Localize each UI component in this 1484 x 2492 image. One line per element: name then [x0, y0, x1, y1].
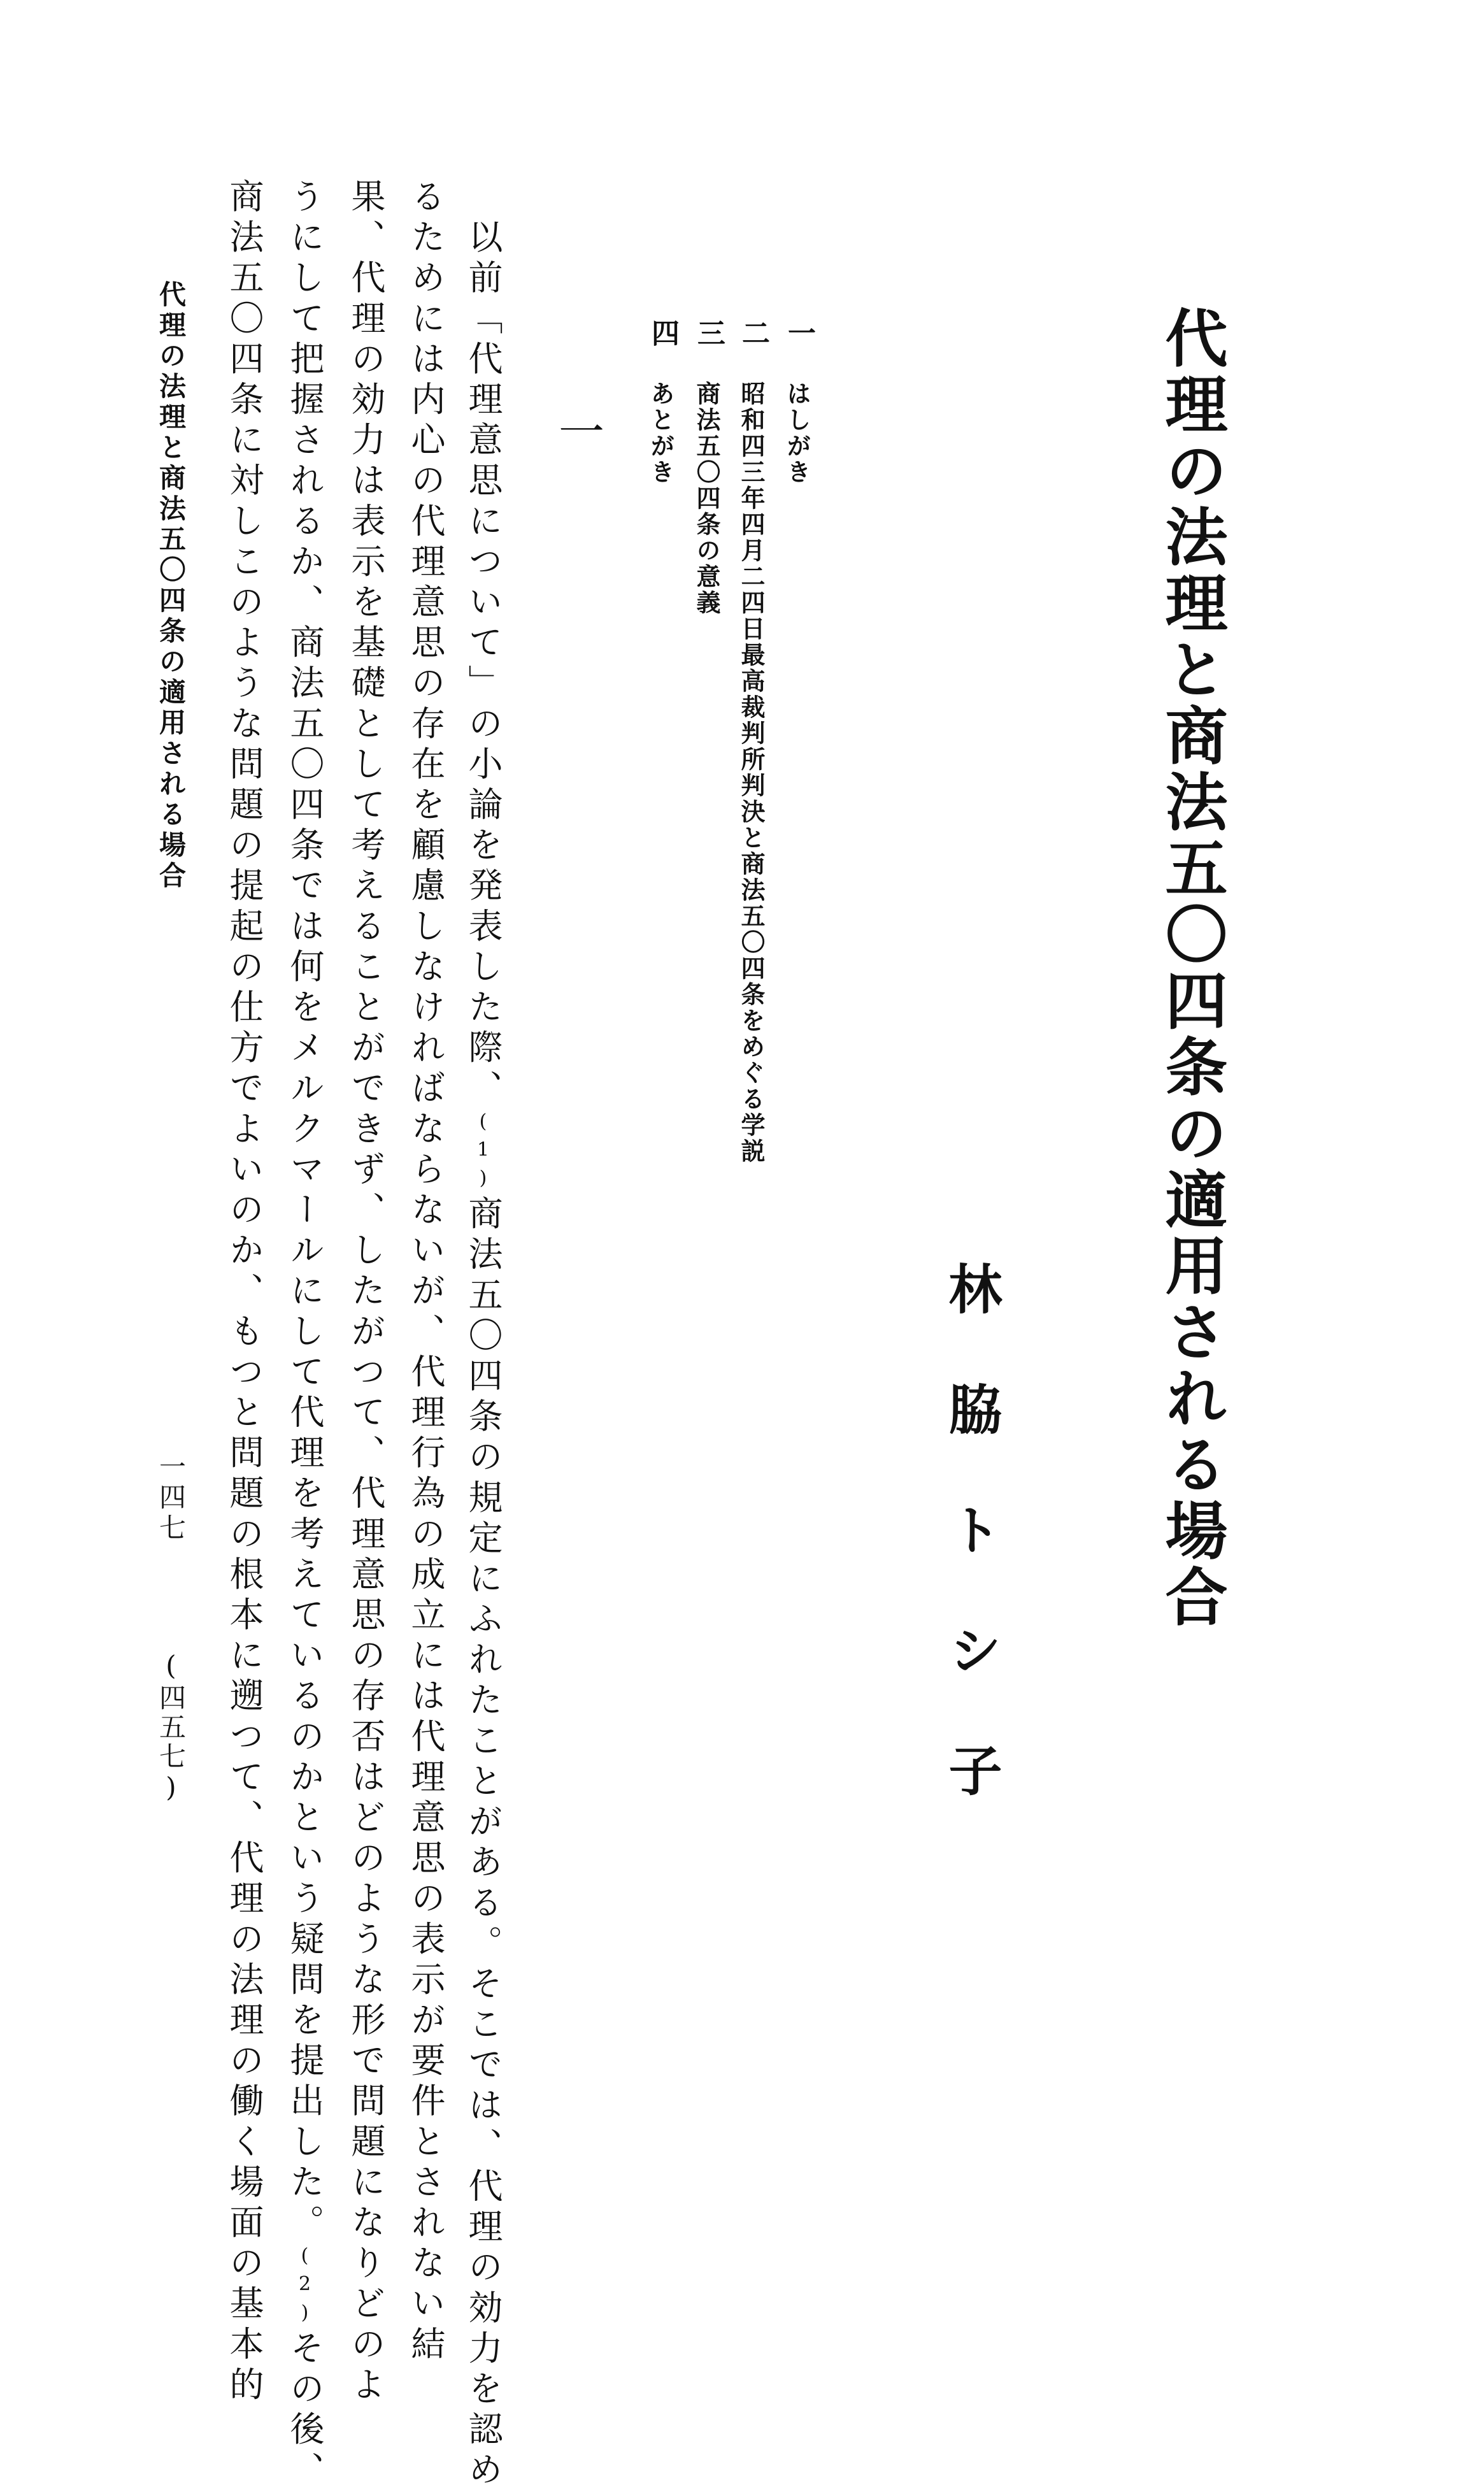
toc-item-label: 昭和四三年四月二四日最高裁判所判決と商法五〇四条をめぐる学説 [737, 381, 766, 1164]
toc-item-label: 商法五〇四条の意義 [692, 381, 721, 616]
running-title: 代理の法理と商法五〇四条の適用される場合 [155, 280, 187, 892]
body-column [341, 178, 390, 2407]
toc-item-number: 三 [692, 319, 725, 347]
body-text-segment: うにして把握されるか、商法五〇四条では何をメルクマールにして代理を考えているのかという疑問を提出した。 [285, 178, 325, 2245]
article-title: 代理の法理と商法五〇四条の適用される場合 [1155, 306, 1228, 1631]
page-number-parenthetical: (四五七) [155, 1650, 187, 1805]
footnote-marker: (2) [294, 2244, 316, 2330]
body-text-segment: 果、代理の効力は表示を基礎として考えることができず、したがつて、代理意思の存否はどのような形で問題になりどのよ [346, 178, 386, 2407]
body-text-segment: その後、 [285, 2330, 325, 2492]
toc-item-number: 四 [646, 319, 679, 347]
body-column [220, 178, 269, 2407]
toc-item-number: 二 [737, 319, 769, 347]
toc-item-label: はしがき [783, 381, 811, 485]
body-text-segment: るためには内心の代理意思の存在を顧慮しなければならないが、代理行為の成立には代理意思の表示が要件とされない結 [406, 178, 446, 2367]
toc-item-number: 一 [783, 319, 815, 347]
author-name: 林脇トシ子 [940, 1261, 1003, 1863]
footnote-marker: (1) [472, 1110, 494, 1196]
toc-item-label: あとがき [646, 381, 675, 485]
body-column [459, 178, 508, 2492]
body-column [280, 178, 329, 2492]
body-text-segment: 以前「代理意思について」の小論を発表した際、 [463, 178, 503, 1110]
body-text-segment: 商法五〇四条に対しこのような問題の提起の仕方でよいのか、もつと問題の根本に遡つて、代理の法理の働く場面の基本的 [224, 178, 264, 2407]
body-column [401, 178, 450, 2366]
page-number: 一四七 [155, 1452, 187, 1544]
body-text-segment: 商法五〇四条の規定にふれたことがある。そこでは、代理の効力を認め [463, 1195, 503, 2492]
section-number: 一 [551, 408, 604, 454]
